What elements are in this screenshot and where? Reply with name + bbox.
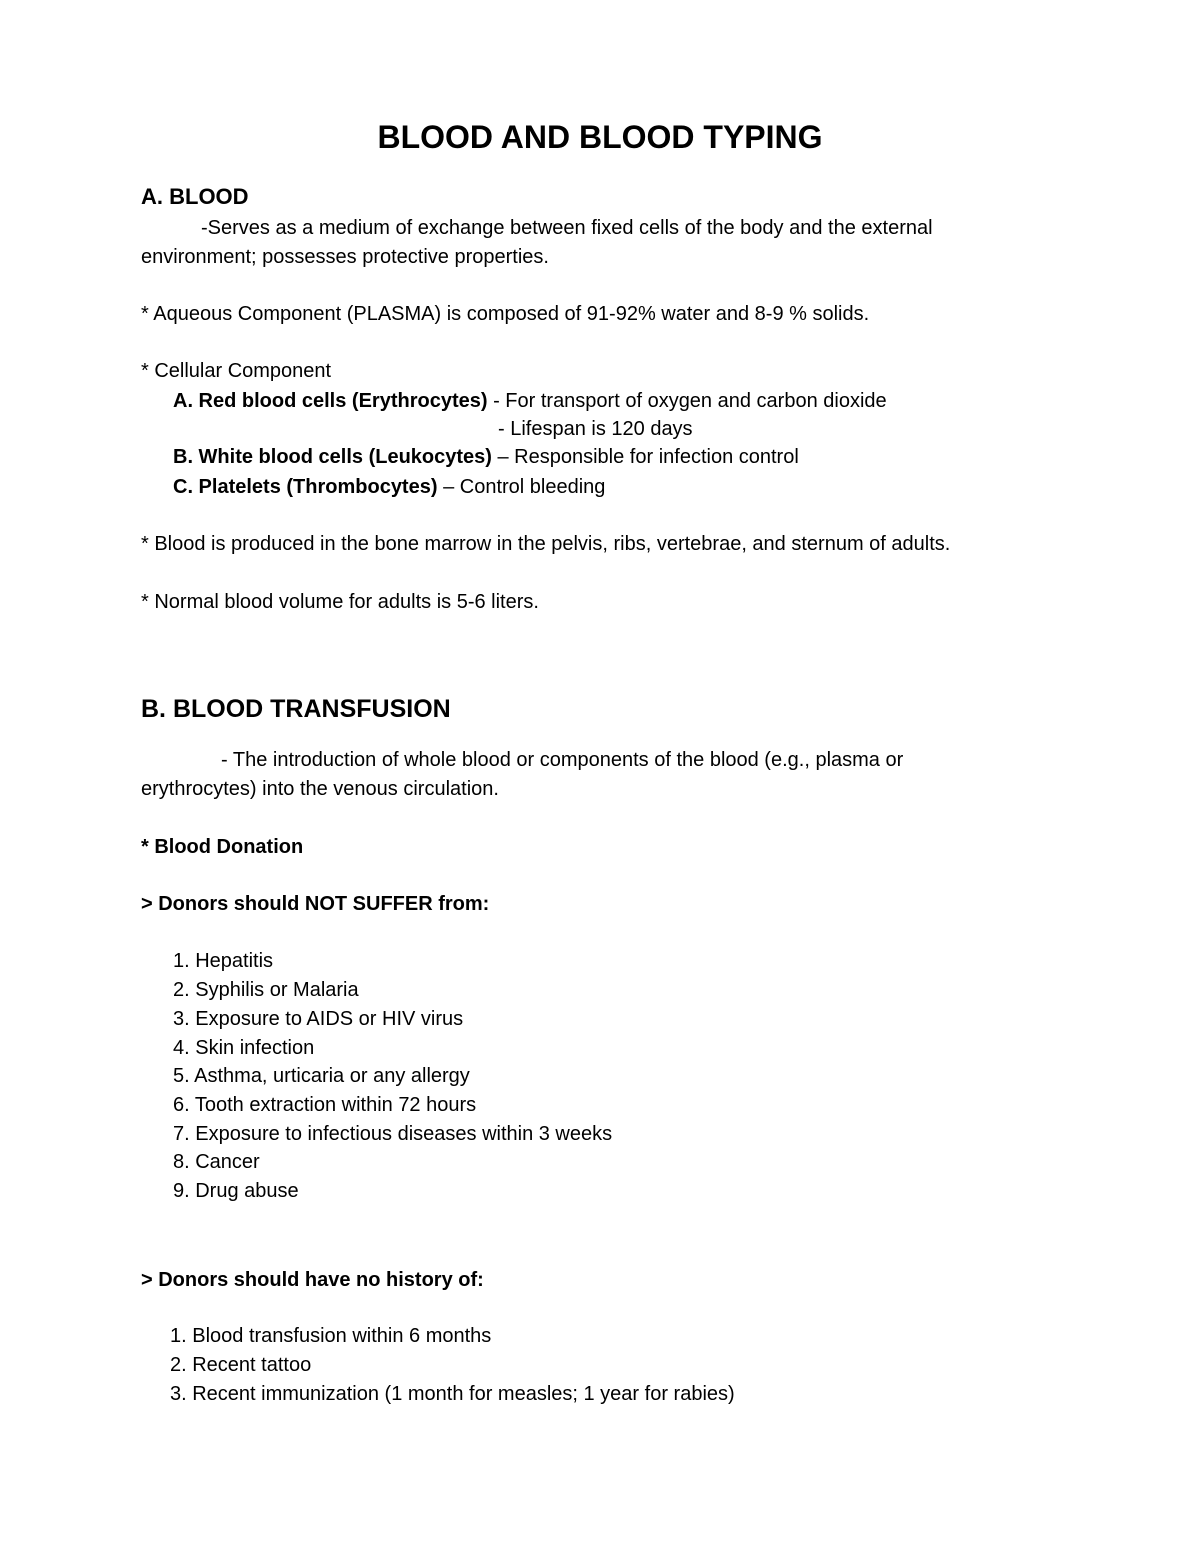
section-a-heading: A. BLOOD xyxy=(141,184,249,209)
section-b-desc-line2: erythrocytes) into the venous circulation. xyxy=(141,778,499,800)
list-item: 6. Tooth extraction within 72 hours xyxy=(173,1094,477,1116)
list-item: 5. Asthma, urticaria or any allergy xyxy=(173,1065,470,1087)
list-item: 7. Exposure to infectious diseases within 3 weeks xyxy=(173,1123,613,1145)
list-item: 3. Exposure to AIDS or HIV virus xyxy=(173,1008,464,1030)
volume-note: * Normal blood volume for adults is 5-6 liters. xyxy=(141,591,539,613)
list-item: 8. Cancer xyxy=(173,1151,260,1173)
not-suffer-heading: > Donors should NOT SUFFER from: xyxy=(141,893,490,915)
list-item: 9. Drug abuse xyxy=(173,1180,299,1202)
list-item: 2. Syphilis or Malaria xyxy=(173,979,359,1001)
cell-item-rbc xyxy=(173,388,887,414)
cell-item-wbc xyxy=(173,444,799,470)
no-history-heading: > Donors should have no history of: xyxy=(141,1269,484,1291)
plasma-note: * Aqueous Component (PLASMA) is composed of 91-92% water and 8-9 % solids. xyxy=(141,303,870,325)
section-b-desc-line1: - The introduction of whole blood or components of the blood (e.g., plasma or xyxy=(221,749,904,771)
cell-label-wbc: B. White blood cells (Leukocytes) xyxy=(173,446,492,468)
cell-label-platelets: C. Platelets (Thrombocytes) xyxy=(173,476,438,498)
page-title: BLOOD AND BLOOD TYPING xyxy=(377,119,823,155)
list-item: 2. Recent tattoo xyxy=(170,1354,312,1376)
list-item: 1. Hepatitis xyxy=(173,950,274,972)
production-note: * Blood is produced in the bone marrow in the pelvis, ribs, vertebrae, and sternum of adults. xyxy=(141,533,951,555)
section-a-desc-line2: environment; possesses protective properties. xyxy=(141,246,549,268)
rbc-lifespan: - Lifespan is 120 days xyxy=(498,418,693,440)
cellular-component-heading: * Cellular Component xyxy=(141,360,332,382)
list-item: 3. Recent immunization (1 month for measles; 1 year for rabies) xyxy=(170,1383,735,1405)
cell-desc-platelets: – Control bleeding xyxy=(437,476,606,498)
cell-desc-rbc: - For transport of oxygen and carbon dioxide xyxy=(487,390,887,412)
section-b-heading: B. BLOOD TRANSFUSION xyxy=(141,695,451,723)
list-item: 4. Skin infection xyxy=(173,1037,315,1059)
cell-label-rbc: A. Red blood cells (Erythrocytes) xyxy=(173,390,488,412)
blood-donation-heading: * Blood Donation xyxy=(141,836,304,858)
cell-desc-wbc: – Responsible for infection control xyxy=(491,446,799,468)
section-a-desc-line1: -Serves as a medium of exchange between fixed cells of the body and the external xyxy=(201,217,933,239)
list-item: 1. Blood transfusion within 6 months xyxy=(170,1325,492,1347)
cell-item-platelets xyxy=(173,474,605,500)
